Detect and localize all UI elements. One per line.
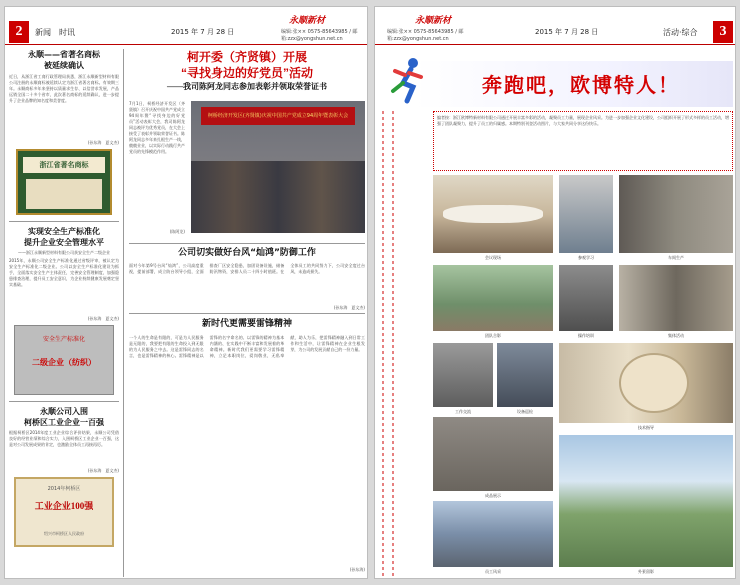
safety-plaque-image xyxy=(14,325,114,395)
photo-caption: 集体活动 xyxy=(668,333,684,338)
photo-caption: 车间生产 xyxy=(668,255,684,260)
issue-date: 2015 年 7 月 28 日 xyxy=(535,28,599,36)
main-article-body: 7月1日，柯桥经济开发区（齐贤镇）召开庆祝中国共产党成立94周年暨“寻找身边的好党员”活动表彰大会，我司陈阿龙同志被评为优秀党员，在大会上接受了表彰并领取荣誉证书。陈阿龙同志多年来扎根生产一线，兢兢业业，以实际行动践行共产党员的先锋模范作用。 xyxy=(129,101,185,154)
photo-caption: 成品展示 xyxy=(485,493,501,498)
headline: 奔跑吧，欧博特人！ xyxy=(482,75,680,97)
headline-banner xyxy=(415,61,733,107)
article-body: 一个人的生命是有限的，可是为人民服务是无限的，我要把有限的生命投入到无限的为人民服务之中去。这是雷锋同志的名言，也是雷锋精神的核心。雷锋精神是以雷锋的名字命名的、以雷锋的精神为基本内涵的、在实践中不断丰富和发展着的革命精神。新时代我们更需要学习雷锋精神，立足本职岗位，爱岗敬业，无私奉献，助人为乐，把雷锋精神融入到日常工作和生活中，让雷锋精神在企业生根发芽，为公司的发展贡献自己的一份力量。 xyxy=(129,335,365,358)
photo-caption: 团队合影 xyxy=(485,333,501,338)
plaque-line: 二级企业（纺织） xyxy=(32,358,96,367)
article-top100 xyxy=(9,406,119,547)
article-author: (孙东海 夏文杰) xyxy=(333,305,365,310)
article-title: 新时代更需要雷锋精神 xyxy=(201,319,292,329)
masthead-logo: 永顺新材 xyxy=(415,15,452,25)
article-body: 近日，从浙江省工商行政管理局获悉，浙江永顺新型材料有限公司注册的永顺商标被延续认定为浙江省著名商标。有效期三年。永顺商标多年来坚持以质量求生存、以信誉求发展，产品远销全国二十多个省市，此次著名商标的延续确认，进一步提升了企业品牌的知名度和美誉度。 xyxy=(9,74,119,103)
certificate-title: 浙江省著名商标 xyxy=(23,157,105,173)
article-author: (孙东海 夏文杰) xyxy=(87,140,119,145)
certificate-issuer: 绍兴市柯桥区人民政府 xyxy=(44,531,84,536)
photo-caption: 操作培训 xyxy=(578,333,594,338)
photo-caption: 设备巡检 xyxy=(517,409,533,414)
editor-contact: 编辑:张×× 0575-85643985 / 邮箱:zzx@yongshun.net.cn xyxy=(281,29,358,42)
article-author: (陈阿龙) xyxy=(169,229,185,234)
lei-feng-article xyxy=(129,317,365,577)
article-body: 面对今年第9号台风“灿鸿”，公司高度重视，提前部署，成立防台领导小组，全面排查厂区安全隐患，加固设备设施，储备防汛物资，安排人员二十四小时值班。在全体员工的共同努力下，公司安全度过台风，未造成损失。 xyxy=(129,263,365,274)
photo-caption: 外景留影 xyxy=(638,569,654,574)
photo-caption: 员工风采 xyxy=(485,569,501,574)
certificate-year: 2014年柯桥区 xyxy=(47,486,81,492)
collage-photo xyxy=(559,175,613,253)
trademark-certificate-image xyxy=(16,149,112,215)
article-title: 永顺——省著名商标 xyxy=(28,50,100,59)
top100-certificate-image xyxy=(14,477,114,547)
article-title: 提升企业安全管理水平 xyxy=(24,238,104,247)
right-page xyxy=(374,6,736,579)
issue-date: 2015 年 7 月 28 日 xyxy=(171,28,235,36)
main-article-title: 柯开委（齐贤镇）开展 xyxy=(186,50,307,64)
collage-photo xyxy=(559,265,613,331)
collage-photo xyxy=(433,417,553,491)
article-title: 实现安全生产标准化 xyxy=(28,227,100,236)
collage-photo xyxy=(559,343,733,423)
article-trademark xyxy=(9,49,119,215)
photo-caption: 会议现场 xyxy=(485,255,501,260)
article-author: (孙东海 夏文杰) xyxy=(87,316,119,321)
main-article-title: “寻找身边的好党员”活动 xyxy=(180,66,313,80)
article-body: 根据柯桥区2014年度工业企业综合评价结果，永顺公司凭借良好的经营业绩和综合实力，入围柯桥区工业企业一百强，这是对公司发展成果的肯定，也激励全体员工再接再厉。 xyxy=(9,430,119,447)
collage-photo xyxy=(497,343,553,407)
article-title: 公司切实做好台风“灿鸿”防御工作 xyxy=(178,248,316,258)
collage-photo xyxy=(619,265,733,331)
intro-text: 编者按：浙江欧博特新材料有限公司通过开展丰富多彩的活动，凝聚员工力量，展现企业风采。为进一步加强企业文化建设，公司组织开展了形式多样的员工活动，增强了团队凝聚力，提升了员工的归属感。本期特别刊登活动图片，与大家共同分享这份快乐。 xyxy=(437,115,729,126)
page-number: 3 xyxy=(713,21,733,43)
editor-contact: 编辑:张×× 0575-85643985 / 邮箱:zzx@yongshun.net.cn xyxy=(387,29,464,42)
page-number: 2 xyxy=(9,21,29,43)
plaque-line: 安全生产标准化 xyxy=(42,336,85,343)
main-article-subtitle: ——我司陈阿龙同志参加表彰并领取荣誉证书 xyxy=(167,82,327,91)
photo-caption: 技术指导 xyxy=(638,425,654,430)
photo-caption: 工作交流 xyxy=(455,409,471,414)
article-safety xyxy=(9,226,119,395)
article-body: 2015年，永顺公司安全生产标准化通过省级评审，被认定为安全生产标准化二级企业。公司以安全生产标准化建设为抓手，全面落实安全生产主体责任，完善安全管理制度，加强隐患排查治理，提升员工安全意识，为企业持续健康发展奠定坚实基础。 xyxy=(9,258,119,287)
certificate-title: 工业企业100强 xyxy=(34,501,94,511)
intro-box xyxy=(433,111,733,171)
collage-photo xyxy=(433,343,493,407)
article-subtitle: ——浙江永顺新型材料有限公司获安全生产二级企业 xyxy=(18,250,110,255)
left-column xyxy=(9,49,119,577)
photo-caption: 参观学习 xyxy=(578,255,594,260)
left-page xyxy=(4,6,368,579)
collage-photo xyxy=(433,175,553,253)
collage-photo xyxy=(559,435,733,567)
collage-photo xyxy=(433,501,553,567)
left-page-header xyxy=(5,7,367,45)
article-title: 被延续确认 xyxy=(44,61,84,70)
collage-photo xyxy=(433,265,553,331)
right-page-header xyxy=(375,7,735,45)
article-author: (孙东海) xyxy=(349,567,365,572)
section-label: 新闻 时讯 xyxy=(35,28,75,37)
main-article xyxy=(129,49,365,239)
award-ceremony-photo xyxy=(191,101,365,233)
collage-photo xyxy=(619,175,733,253)
article-title: 永顺公司入围 xyxy=(40,407,88,416)
typhoon-article xyxy=(129,247,365,311)
article-author: (孙东海 夏文杰) xyxy=(87,468,119,473)
stage-banner: 柯桥经济开发区(齐贤镇)庆祝中国共产党成立94周年暨表彰大会 xyxy=(207,113,349,119)
runner-icon xyxy=(389,57,429,109)
article-title: 柯桥区工业企业一百强 xyxy=(24,418,104,427)
masthead-logo: 永顺新材 xyxy=(289,15,326,25)
section-label: 活动·综合 xyxy=(663,28,698,37)
